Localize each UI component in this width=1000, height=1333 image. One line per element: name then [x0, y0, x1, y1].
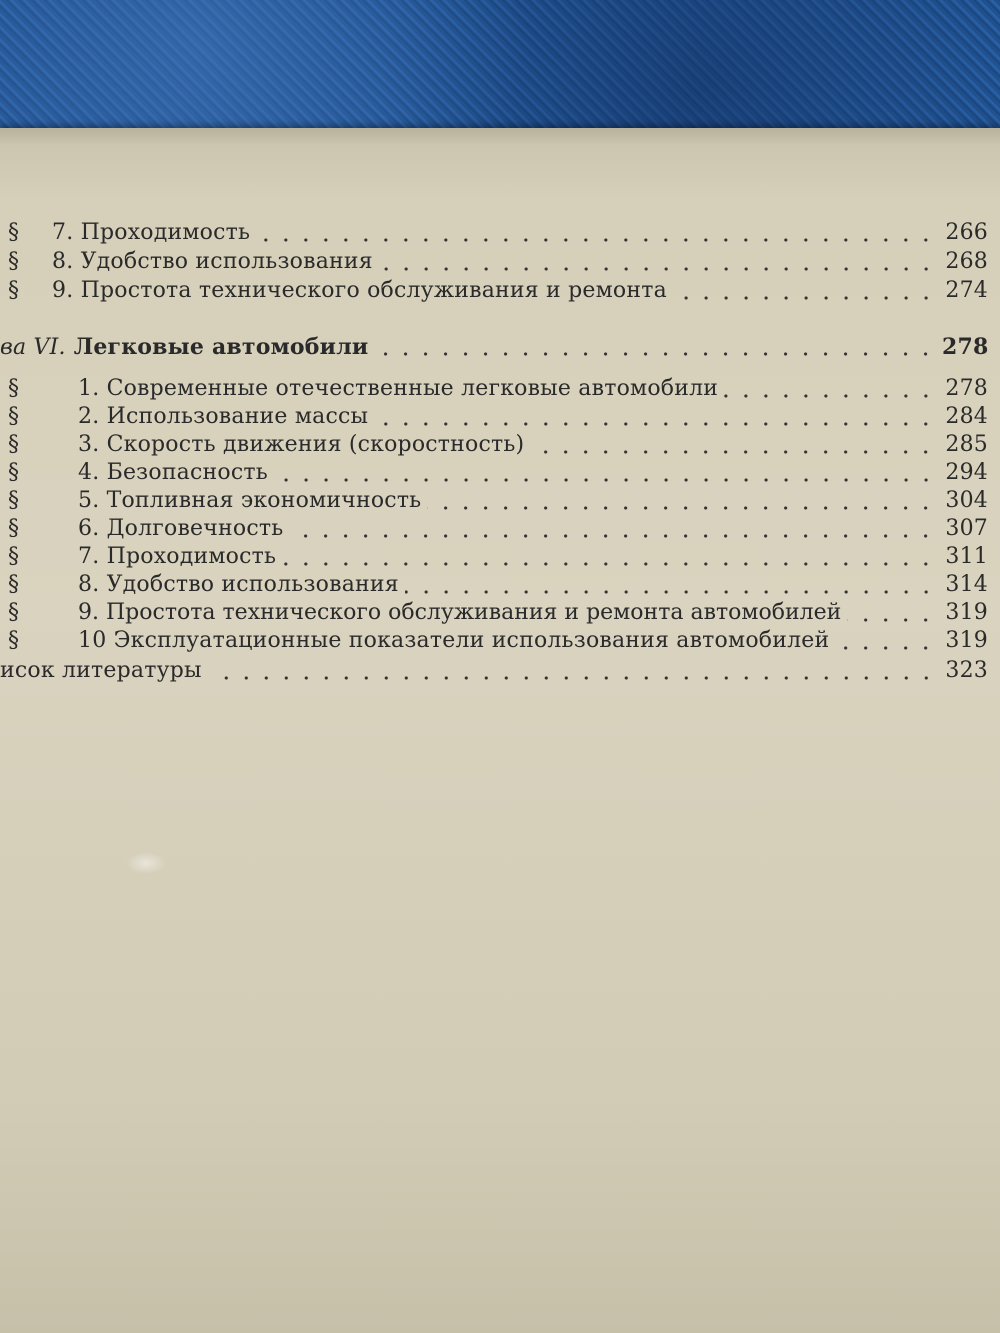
bibliography-page-number: 323: [945, 658, 988, 683]
dot-leader: [274, 476, 936, 484]
toc-page-number: 314: [945, 572, 988, 597]
toc-entry-title: 2. Использование массы: [78, 404, 369, 429]
toc-page-number: 274: [945, 278, 988, 303]
dot-leader: [724, 392, 936, 400]
toc-entry-title: 9. Простота технического обслуживания и ремонта автомобилей: [78, 600, 842, 625]
dot-leader: [673, 294, 936, 302]
toc-page-number: 268: [945, 249, 988, 274]
bibliography-title: исок литературы: [0, 658, 202, 683]
page-top-edge: [0, 128, 1000, 146]
section-sign: §: [8, 544, 20, 569]
toc-entry: [0, 544, 988, 574]
dot-leader: [374, 350, 936, 358]
bibliography-entry: [0, 658, 988, 688]
dot-leader: [427, 504, 936, 512]
chapter-number: ва VI.: [0, 335, 66, 360]
toc-entry: [0, 600, 988, 630]
section-sign: §: [8, 516, 20, 541]
chapter-page-number: 278: [942, 334, 989, 360]
toc-entry: [0, 220, 988, 250]
dot-leader: [374, 420, 936, 428]
section-sign: §: [8, 460, 20, 485]
section-sign: §: [8, 432, 20, 457]
dot-leader: [256, 236, 936, 244]
section-sign: §: [8, 600, 20, 625]
toc-entry-title: 7. Проходимость: [78, 544, 277, 569]
toc-entry: [0, 404, 988, 434]
toc-entry: [0, 249, 988, 279]
chapter-heading: [0, 334, 988, 364]
toc-page-number: 307: [945, 516, 988, 541]
toc-entry: [0, 432, 988, 462]
section-sign: §: [8, 628, 20, 653]
toc-page-number: 319: [945, 628, 988, 653]
book-page: [0, 128, 1000, 1333]
toc-entry-title: 1. Современные отечественные легковые автомобили: [78, 376, 719, 401]
toc-entry-title: 5. Топливная экономичность: [78, 488, 422, 513]
section-sign: §: [8, 488, 20, 513]
toc-page-number: 319: [945, 600, 988, 625]
dot-leader: [847, 616, 936, 624]
toc-page-number: 311: [945, 544, 988, 569]
toc-entry: [0, 488, 988, 518]
dot-leader: [835, 644, 936, 652]
section-sign: §: [8, 249, 20, 274]
section-sign: §: [8, 376, 20, 401]
dot-leader: [379, 265, 936, 273]
toc-page-number: 266: [945, 220, 988, 245]
toc-entry: [0, 460, 988, 490]
toc-entry-title: 6. Долговечность: [78, 516, 284, 541]
toc-page-number: 285: [945, 432, 988, 457]
dot-leader: [405, 588, 936, 596]
chapter-title: Легковые автомобили: [73, 334, 369, 360]
dot-leader: [208, 674, 936, 682]
toc-entry-title: 9. Простота технического обслуживания и ремонта: [52, 278, 667, 303]
toc-entry: [0, 376, 988, 406]
dot-leader: [530, 448, 936, 456]
toc-entry-title: 3. Скорость движения (скоростность): [78, 432, 525, 457]
toc-entry-title: 7. Проходимость: [52, 220, 251, 245]
toc-entry-title: 8. Удобство использования: [52, 249, 373, 274]
toc-page-number: 304: [945, 488, 988, 513]
toc-entry-title: 10 Эксплуатационные показатели использования автомобилей: [78, 628, 830, 653]
toc-page-number: 294: [945, 460, 988, 485]
toc-entry: [0, 278, 988, 308]
section-sign: §: [8, 278, 20, 303]
toc-entry: [0, 516, 988, 546]
dot-leader: [289, 532, 936, 540]
section-sign: §: [8, 572, 20, 597]
toc-entry-title: 8. Удобство использования: [78, 572, 399, 597]
toc-entry: [0, 572, 988, 602]
section-sign: §: [8, 404, 20, 429]
paper-crease: [126, 852, 166, 874]
toc-page-number: 278: [945, 376, 988, 401]
toc-page-number: 284: [945, 404, 988, 429]
toc-entry: [0, 628, 988, 658]
dot-leader: [282, 560, 936, 568]
section-sign: §: [8, 220, 20, 245]
toc-entry-title: 4. Безопасность: [78, 460, 268, 485]
